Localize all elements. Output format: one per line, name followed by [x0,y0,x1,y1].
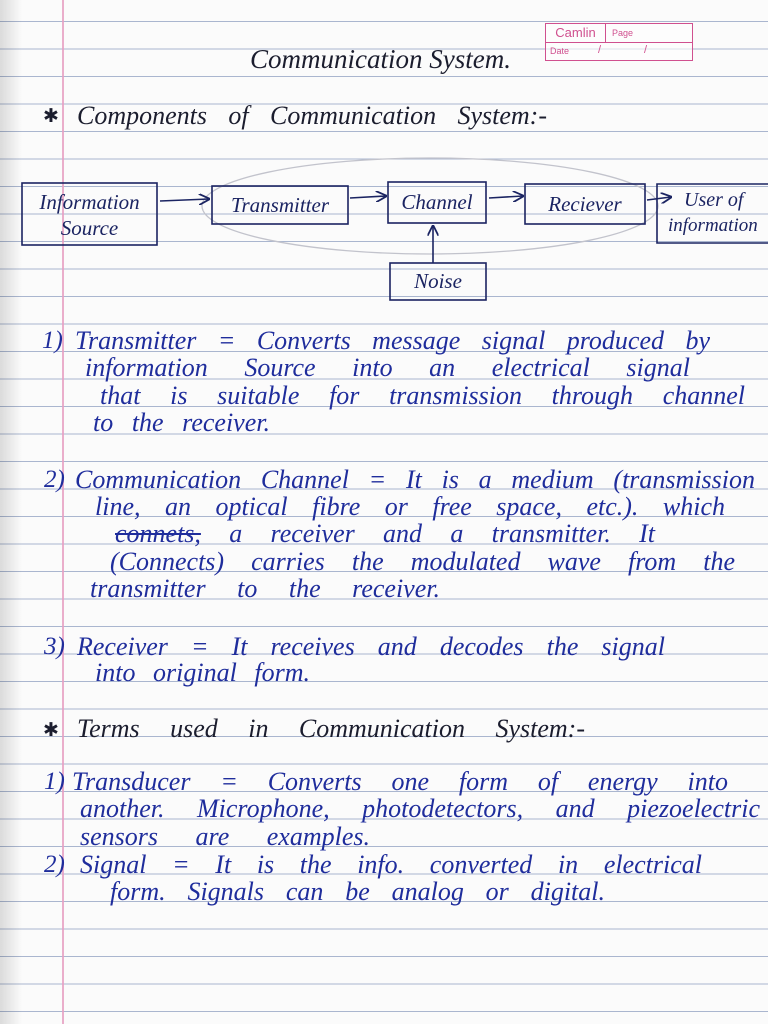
transmitter-note-line: Transmitter = Converts message signal produced by [75,326,710,355]
page-title: Communication System. [250,44,511,74]
page-label: Page [612,28,634,38]
transmitter-note-line: to the receiver. [93,408,270,437]
channel-note-line: transmitter to the receiver. [90,574,440,603]
signal-note-line: form. Signals can be analog or digital. [110,877,605,906]
channel-label: Channel [401,190,473,214]
information-source-label: Information [39,190,140,214]
receiver-label: Reciever [548,192,622,216]
channel-note-line [115,520,655,548]
arrow-channel-to-receiver-icon [489,196,523,198]
date-label: Date [550,46,570,56]
note-number: 3) [44,633,65,660]
star-bullet-icon [43,718,67,742]
channel-note-line: line, an optical fibre or free space, etc.). which [95,492,725,521]
noise-label: Noise [414,269,462,293]
transmitter-label: Transmitter [230,193,330,217]
channel-note-text: a receiver and a transmitter. It [229,519,656,548]
user-label: User of [684,189,744,211]
date-separator: / [598,44,602,56]
channel-note-line: (Connects) carries the modulated wave from the [110,547,735,576]
arrow-receiver-to-user-icon [647,197,671,200]
transmitter-note-line: that is suitable for transmission through channel [100,381,745,410]
date-separator: / [644,44,648,56]
receiver-note-line: Receiver = It receives and decodes the signal [77,632,665,661]
information-source-label: Source [60,216,119,240]
arrow-source-to-transmitter-icon [160,199,209,201]
note-number: 2) [44,466,65,493]
note-number: 1) [44,768,65,795]
transducer-note-line: Transducer = Converts one form of energy into [72,767,728,796]
terms-heading: Terms used in Communication System:- [77,714,585,743]
transducer-note-line: another. Microphone, photodetectors, and piezoelectric [80,794,760,823]
transmitter-note-line: information Source into an electrical signal [85,353,690,382]
transducer-note-line: sensors are examples. [80,822,370,851]
note-number: 2) [44,851,65,878]
notebook-brand-label: Camlin [546,24,606,42]
arrow-transmitter-to-channel-icon [350,196,386,198]
components-heading: Components of Communication System:- [77,101,547,130]
receiver-note-line: into original form. [95,658,310,687]
signal-note-line: Signal = It is the info. converted in electrical [80,850,702,879]
note-number: 1) [42,327,63,354]
user-label: information [668,215,758,236]
channel-note-line: Communication Channel = It is a medium (transmission [75,465,755,494]
struck-word: connets, [115,519,201,548]
